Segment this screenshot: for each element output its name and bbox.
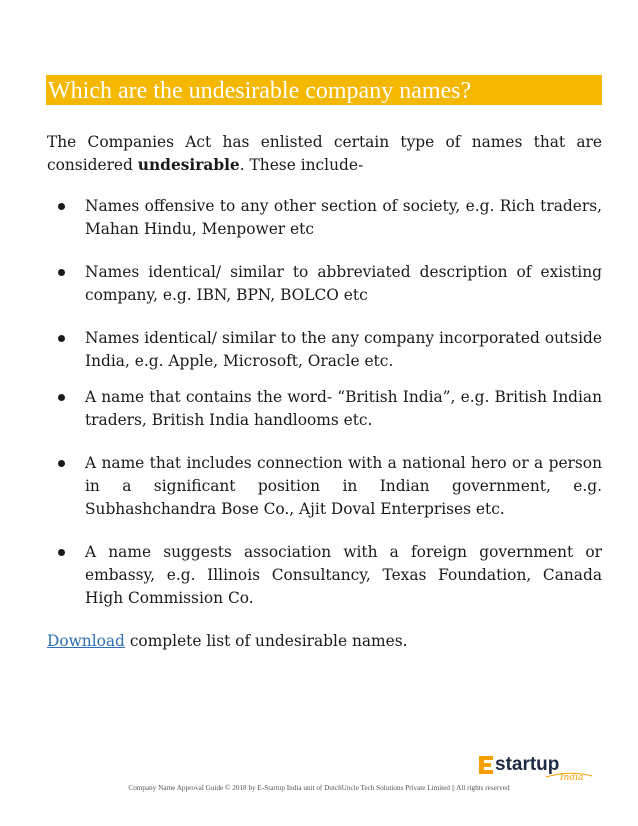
list-item-text: A name suggests association with a foreign government or embassy, e.g. Illinois Consultancy, Texas Foundation, Canada High Commission Co. <box>85 543 602 607</box>
bullet-icon <box>58 335 65 342</box>
intro-emphasis: undesirable <box>137 156 240 174</box>
download-text: complete list of undesirable names. <box>124 632 408 650</box>
download-link[interactable]: Download <box>47 632 125 650</box>
bullet-icon <box>58 269 65 276</box>
logo-word: startup <box>495 754 560 775</box>
undesirable-names-list <box>47 195 602 610</box>
footer-copyright: Company Name Approval Guide © 2018 by E-Startup India unit of DutchUncle Tech Solutions Private Limited || All rights reserved <box>128 784 510 792</box>
bullet-icon <box>58 549 65 556</box>
logo-e-mark-icon <box>479 756 493 774</box>
logo-sub: India <box>560 773 584 782</box>
list-item <box>47 327 602 373</box>
list-item-text: Names identical/ similar to the any company incorporated outside India, e.g. Apple, Microsoft, Oracle etc. <box>85 329 602 370</box>
bullet-icon <box>58 460 65 467</box>
bullet-icon <box>58 394 65 401</box>
list-item-text: Names offensive to any other section of society, e.g. Rich traders, Mahan Hindu, Menpower etc <box>85 197 602 238</box>
intro-text: The Companies Act has enlisted certain type of names that are considered <box>47 133 602 174</box>
intro-text-end: . These include- <box>239 156 364 174</box>
list-item-text: Names identical/ similar to abbreviated description of existing company, e.g. IBN, BPN, BOLCO etc <box>85 263 602 304</box>
list-item <box>47 261 602 307</box>
download-paragraph <box>47 630 602 653</box>
page-title: Which are the undesirable company names? <box>48 78 472 104</box>
intro-paragraph <box>47 131 602 177</box>
estartup-logo <box>476 748 596 782</box>
content <box>47 131 602 653</box>
list-item <box>47 452 602 521</box>
list-item <box>47 386 602 432</box>
list-item-text: A name that contains the word- “British India”, e.g. British Indian traders, British India handlooms etc. <box>85 388 602 429</box>
list-item-text: A name that includes connection with a national hero or a person in a significant position in Indian government, e.g. Subhashchandra Bose Co., Ajit Doval Enterprises etc. <box>85 454 602 518</box>
list-item <box>47 541 602 610</box>
bullet-icon <box>58 203 65 210</box>
list-item <box>47 195 602 241</box>
